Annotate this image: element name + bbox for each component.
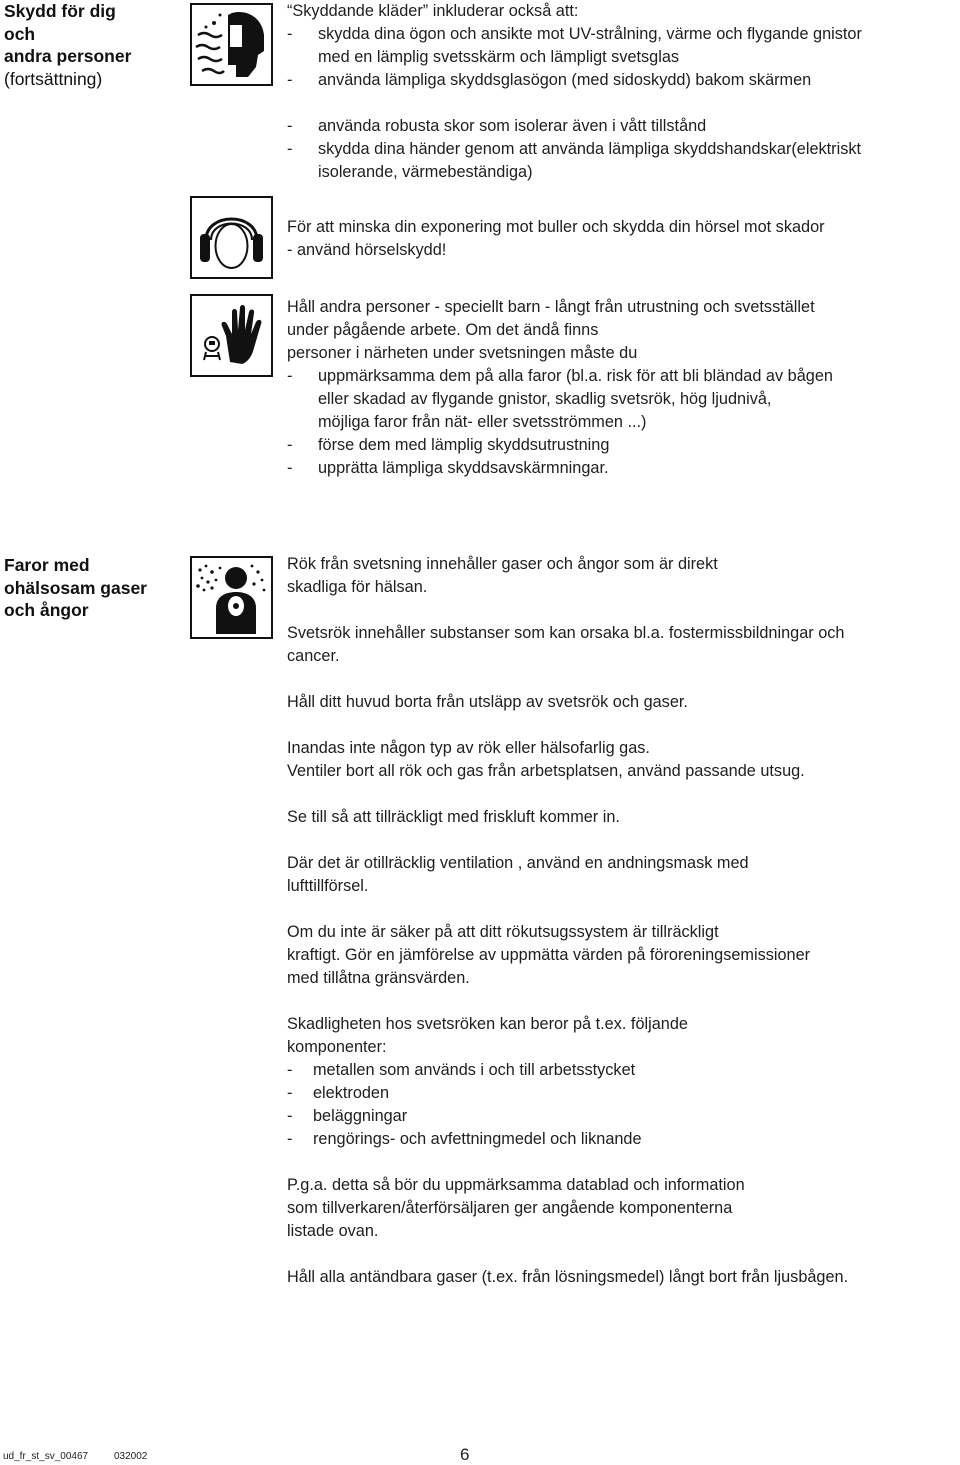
list-item: - använda robusta skor som isolerar även i vått tillstånd: [287, 117, 707, 135]
heading-line: andra personer: [4, 46, 132, 66]
paragraph-line: Se till så att tillräckligt med friskluft kommer in.: [287, 808, 620, 826]
paragraph-line: kraftigt. Gör en jämförelse av uppmätta värden på föroreningsemissioner: [287, 946, 811, 964]
heading-line: och ångor: [4, 600, 89, 620]
paragraph-line: Ventiler bort all rök och gas från arbetsplatsen, använd passande utsug.: [287, 762, 805, 780]
fumes-info-block: [287, 553, 848, 1289]
keep-away-hand-icon: [190, 294, 273, 377]
paragraph-line: Inandas inte någon typ av rök eller hälsofarlig gas.: [287, 739, 650, 757]
list-item-cont: eller skadad av flygande gnistor, skadlig svetsrök, hög ljudnivå,: [318, 390, 772, 408]
paragraph-line: Skadligheten hos svetsröken kan beror på t.ex. följande: [287, 1015, 688, 1033]
paragraph-line: skadliga för hälsan.: [287, 578, 428, 596]
welding-helmet-icon: [190, 3, 273, 86]
list-item-cont: möjliga faror från nät- eller svetsströmmen ...): [318, 413, 647, 431]
list-item: - metallen som används i och till arbetsstycket: [287, 1061, 636, 1079]
block-line: under pågående arbete. Om det ändå finns: [287, 321, 599, 339]
keep-others-away-block: [287, 296, 833, 480]
paragraph-line: som tillverkaren/återförsäljaren ger angående komponenterna: [287, 1199, 733, 1217]
paragraph-line: P.g.a. detta så bör du uppmärksamma datablad och information: [287, 1176, 745, 1194]
paragraph-line: Svetsrök innehåller substanser som kan orsaka bl.a. fostermissbildningar och: [287, 624, 845, 642]
paragraph-line: Där det är otillräcklig ventilation , använd en andningsmask med: [287, 854, 749, 872]
section-heading-fumes: [4, 554, 147, 622]
page-number: 6: [460, 1445, 470, 1464]
block-line: - använd hörselskydd!: [287, 241, 447, 259]
paragraph-line: listade ovan.: [287, 1222, 379, 1240]
heading-line: Faror med: [4, 555, 90, 575]
list-item: - skydda dina ögon och ansikte mot UV-strålning, värme och flygande gnistor: [287, 25, 862, 43]
footer-doc-date: 032002: [114, 1451, 148, 1462]
footer-doc-id: ud_fr_st_sv_00467: [3, 1451, 89, 1462]
paragraph-line: Håll alla antändbara gaser (t.ex. från lösningsmedel) långt bort från ljusbågen.: [287, 1268, 849, 1286]
paragraph-line: med tillåtna gränsvärden.: [287, 969, 470, 987]
block-line: personer i närheten under svetsningen måste du: [287, 344, 638, 362]
block-line: Håll andra personer - speciellt barn - långt från utrustning och svetsstället: [287, 298, 815, 316]
heading-line: Skydd för dig: [4, 1, 116, 21]
protective-clothing-block: [287, 0, 862, 184]
block-intro: “Skyddande kläder” inkluderar också att:: [287, 2, 579, 20]
paragraph-line: lufttillförsel.: [287, 877, 369, 895]
list-item: - rengörings- och avfettningmedel och liknande: [287, 1130, 642, 1148]
paragraph-line: komponenter:: [287, 1038, 387, 1056]
paragraph-line: Om du inte är säker på att ditt rökutsugssystem är tillräckligt: [287, 923, 719, 941]
list-item: - använda lämpliga skyddsglasögon (med sidoskydd) bakom skärmen: [287, 71, 812, 89]
list-item-cont: med en lämplig svetsskärm och lämpligt svetsglas: [318, 48, 680, 66]
heading-line: ohälsosam gaser: [4, 577, 147, 598]
ear-protection-icon: [190, 196, 273, 279]
hearing-protection-block: [287, 216, 825, 262]
paragraph-line: cancer.: [287, 647, 340, 665]
list-item: - förse dem med lämplig skyddsutrustning: [287, 436, 610, 454]
block-line: För att minska din exponering mot buller och skydda din hörsel mot skador: [287, 218, 825, 236]
heading-line: och: [4, 23, 36, 44]
list-item: - upprätta lämpliga skyddsavskärmningar.: [287, 459, 609, 477]
paragraph-line: Rök från svetsning innehåller gaser och ångor som är direkt: [287, 555, 718, 573]
list-item-cont: isolerande, värmebeständiga): [318, 163, 533, 181]
toxic-fumes-icon: [190, 556, 273, 639]
heading-subtitle: (fortsättning): [4, 68, 103, 89]
list-item: - skydda dina händer genom att använda lämpliga skyddshandskar(elektriskt: [287, 140, 862, 158]
paragraph-line: Håll ditt huvud borta från utsläpp av svetsrök och gaser.: [287, 693, 688, 711]
list-item: - beläggningar: [287, 1107, 408, 1125]
list-item: - elektroden: [287, 1084, 390, 1102]
section-heading-protection: [4, 0, 131, 90]
list-item: - uppmärksamma dem på alla faror (bl.a. risk för att bli bländad av bågen: [287, 367, 833, 385]
